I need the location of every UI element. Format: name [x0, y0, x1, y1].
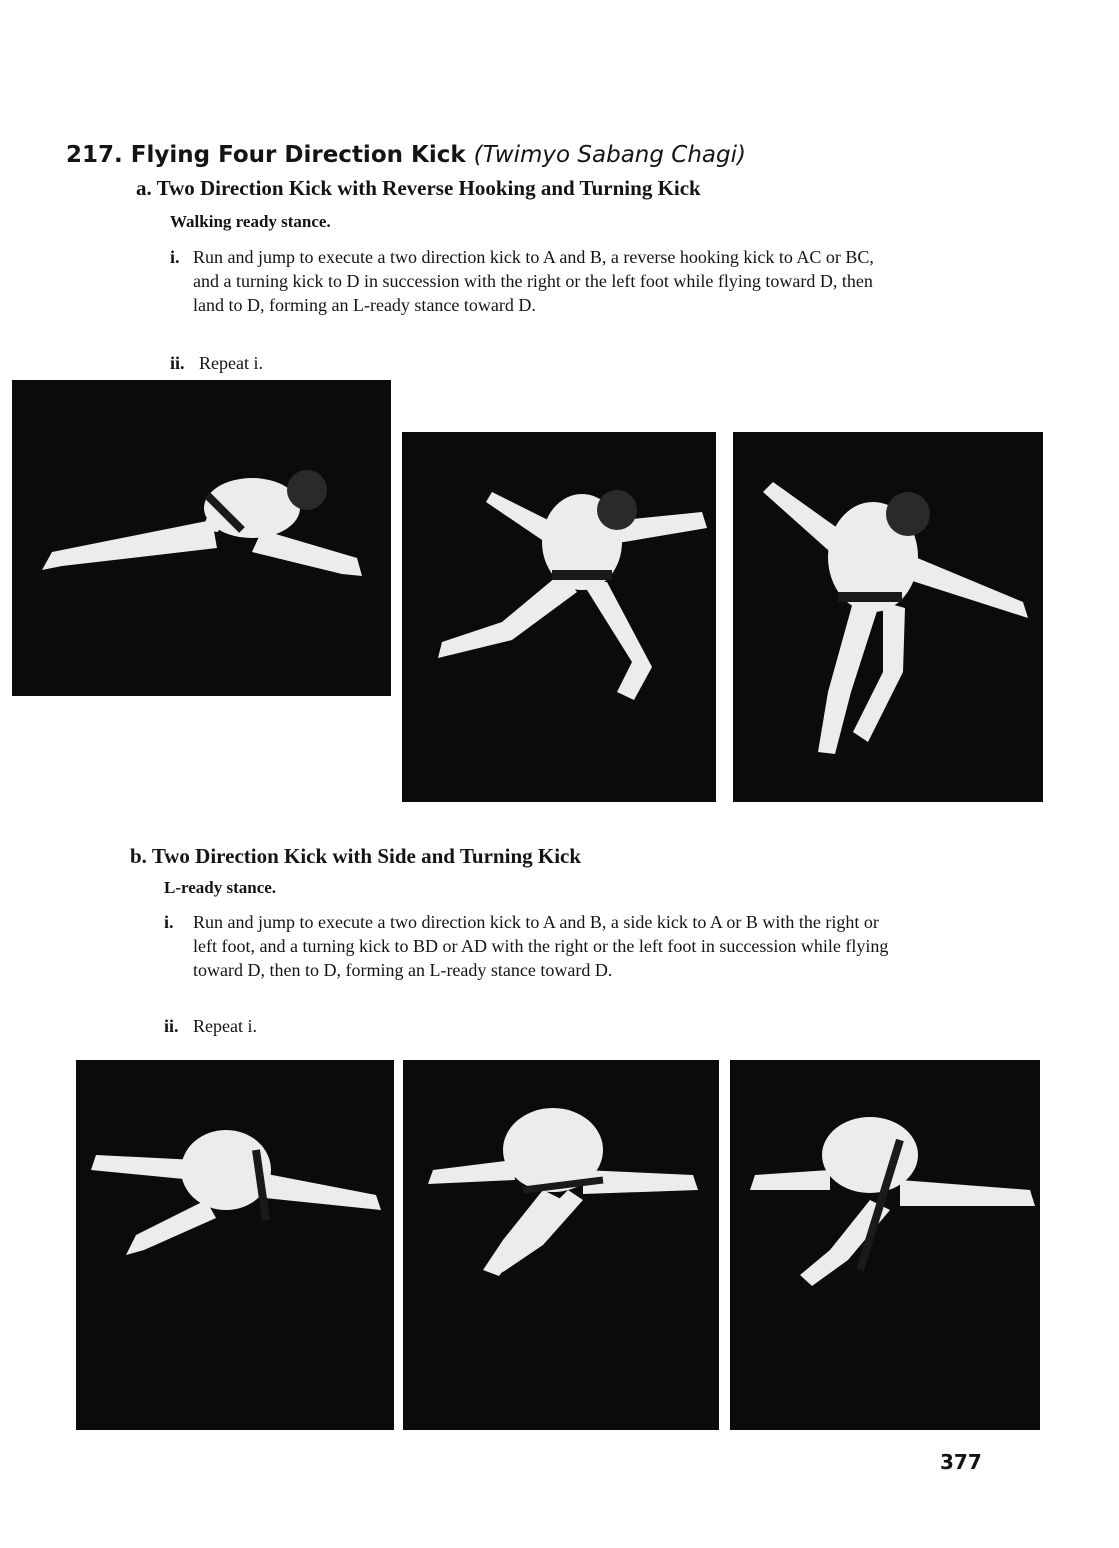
- subsection-a-step-2: [170, 351, 900, 375]
- flying-two-direction-kick-figure-icon: [76, 1060, 394, 1430]
- flying-turning-kick-figure-icon: [730, 1060, 1040, 1430]
- subsection-a-step-1: [170, 245, 900, 317]
- photo-a-2: [402, 432, 716, 802]
- section-title: Flying Four Direction Kick: [130, 142, 466, 168]
- photo-b-3: [730, 1060, 1040, 1430]
- subsection-a-letter: a.: [136, 176, 152, 200]
- flying-turning-kick-figure-icon: [733, 432, 1043, 802]
- step-number: i.: [170, 247, 180, 267]
- step-number: i.: [164, 912, 174, 932]
- flying-reverse-hook-kick-figure-icon: [402, 432, 716, 802]
- photo-b-2: [403, 1060, 719, 1430]
- section-number: 217.: [66, 142, 123, 168]
- flying-side-kick-figure-icon: [403, 1060, 719, 1430]
- photo-a-3: [733, 432, 1043, 802]
- subsection-a-title: Two Direction Kick with Reverse Hooking and Turning Kick: [156, 176, 701, 200]
- subsection-a-heading: [136, 176, 701, 201]
- subsection-b-step-1: [164, 910, 894, 982]
- subsection-b-step-2: [164, 1014, 894, 1038]
- subsection-b-letter: b.: [130, 844, 147, 868]
- subsection-b-title: Two Direction Kick with Side and Turning Kick: [151, 844, 582, 868]
- step-number: ii.: [164, 1016, 179, 1036]
- flying-split-kick-figure-icon: [12, 380, 391, 696]
- step-text: Repeat i.: [193, 1016, 257, 1036]
- page-number: 377: [940, 1450, 982, 1474]
- subsection-b-heading: [130, 844, 581, 869]
- step-text: Run and jump to execute a two direction kick to A and B, a reverse hooking kick to AC or BC, and a turning kick to D in succession with the right or the left foot while flying toward D, then land to D, forming an L-ready stance toward D.: [193, 247, 874, 315]
- step-text: Run and jump to execute a two direction kick to A and B, a side kick to A or B with the right or left foot, and a turning kick to BD or AD with the right or the left foot in succession while flying toward D, then to D, forming an L-ready stance toward D.: [193, 912, 889, 980]
- subsection-b-stance: L-ready stance.: [164, 878, 277, 897]
- section-alt-title: (Twimyo Sabang Chagi): [473, 142, 746, 168]
- page-title: [66, 142, 746, 168]
- step-number: ii.: [170, 353, 185, 373]
- step-text: Repeat i.: [199, 353, 263, 373]
- subsection-a-stance: Walking ready stance.: [170, 212, 331, 231]
- photo-b-1: [76, 1060, 394, 1430]
- photo-a-1: [12, 380, 391, 696]
